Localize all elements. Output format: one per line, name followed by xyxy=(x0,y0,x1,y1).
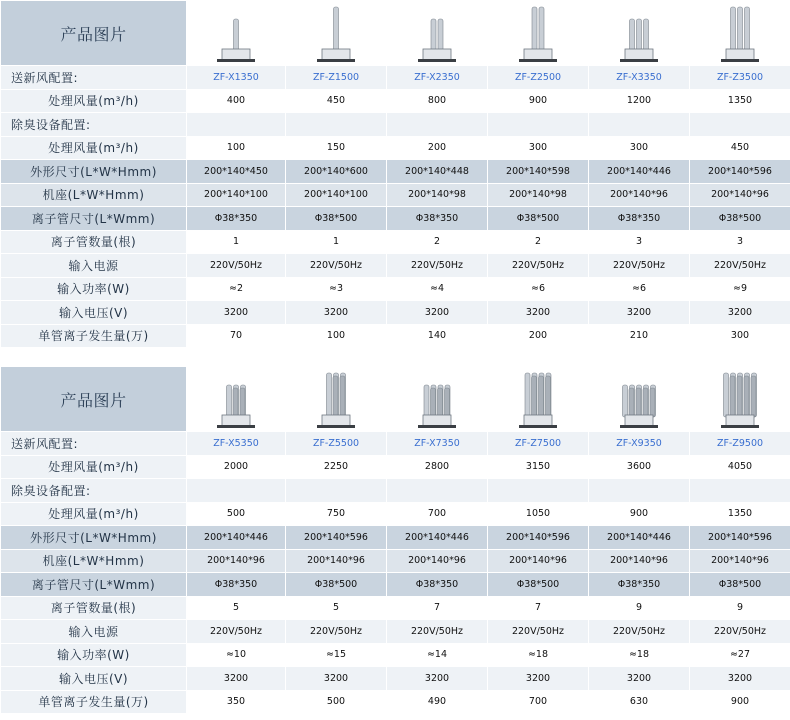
product-image-label: 产品图片 xyxy=(1,367,187,432)
value-cell: ≈4 xyxy=(387,277,488,301)
value-cell: 700 xyxy=(488,690,589,714)
value-cell: 220V/50Hz xyxy=(690,620,790,644)
model-name-cell: ZF-X2350 xyxy=(387,66,488,90)
value-cell: 200*140*96 xyxy=(488,549,589,573)
value-cell: 1050 xyxy=(488,502,589,526)
value-cell: 9 xyxy=(690,596,790,620)
row-label: 输入电压(V) xyxy=(1,301,187,325)
value-cell: 200*140*446 xyxy=(387,526,488,550)
spec-row xyxy=(1,432,790,456)
value-cell: ≈10 xyxy=(187,643,286,667)
value-cell: 200 xyxy=(488,324,589,348)
spec-row xyxy=(1,690,790,714)
value-cell: 3200 xyxy=(187,667,286,691)
model-name-cell: ZF-Z9500 xyxy=(690,432,790,456)
value-cell: 220V/50Hz xyxy=(286,620,387,644)
value-cell: Φ38*350 xyxy=(187,573,286,597)
product-image xyxy=(705,369,775,429)
value-cell xyxy=(488,479,589,503)
value-cell: 500 xyxy=(286,690,387,714)
row-label: 处理风量(m³/h) xyxy=(1,502,187,526)
spec-row xyxy=(1,160,790,184)
value-cell: 200*140*448 xyxy=(387,160,488,184)
row-label: 处理风量(m³/h) xyxy=(1,136,187,160)
value-cell: 200*140*100 xyxy=(286,183,387,207)
value-cell: 200*140*96 xyxy=(187,549,286,573)
product-image xyxy=(402,3,472,63)
value-cell: 200*140*96 xyxy=(387,549,488,573)
value-cell: 220V/50Hz xyxy=(286,254,387,278)
spec-row xyxy=(1,479,790,503)
value-cell: 200*140*446 xyxy=(589,160,690,184)
value-cell: 2800 xyxy=(387,455,488,479)
product-image xyxy=(201,3,271,63)
value-cell: 220V/50Hz xyxy=(488,620,589,644)
row-label: 输入电源 xyxy=(1,620,187,644)
value-cell xyxy=(690,479,790,503)
row-label: 送新风配置: xyxy=(1,66,187,90)
value-cell: 1350 xyxy=(690,89,790,113)
value-cell xyxy=(589,479,690,503)
value-cell: 5 xyxy=(286,596,387,620)
product-image-cell xyxy=(187,367,286,432)
value-cell: 220V/50Hz xyxy=(488,254,589,278)
value-cell: 200*140*98 xyxy=(488,183,589,207)
product-image xyxy=(402,369,472,429)
value-cell xyxy=(286,479,387,503)
value-cell: 3600 xyxy=(589,455,690,479)
row-label: 处理风量(m³/h) xyxy=(1,455,187,479)
product-image xyxy=(301,369,371,429)
product-image xyxy=(604,369,674,429)
value-cell: 1200 xyxy=(589,89,690,113)
value-cell: 2000 xyxy=(187,455,286,479)
spec-row xyxy=(1,277,790,301)
row-label: 输入功率(W) xyxy=(1,277,187,301)
product-image xyxy=(503,3,573,63)
product-image-cell xyxy=(286,367,387,432)
spec-row xyxy=(1,136,790,160)
product-image-cell xyxy=(187,1,286,66)
value-cell: Φ38*500 xyxy=(488,573,589,597)
spec-row xyxy=(1,667,790,691)
value-cell: Φ38*500 xyxy=(286,573,387,597)
value-cell: 490 xyxy=(387,690,488,714)
row-label: 离子管尺寸(L*Wmm) xyxy=(1,207,187,231)
row-label: 外形尺寸(L*W*Hmm) xyxy=(1,160,187,184)
value-cell: 220V/50Hz xyxy=(589,254,690,278)
product-image-row xyxy=(1,367,790,432)
value-cell: 300 xyxy=(690,324,790,348)
value-cell: 3 xyxy=(690,230,790,254)
value-cell: 3200 xyxy=(387,301,488,325)
value-cell: 350 xyxy=(187,690,286,714)
value-cell: ≈2 xyxy=(187,277,286,301)
value-cell: Φ38*500 xyxy=(286,207,387,231)
value-cell: 1 xyxy=(187,230,286,254)
value-cell: 700 xyxy=(387,502,488,526)
value-cell: 3200 xyxy=(286,301,387,325)
value-cell: 3200 xyxy=(387,667,488,691)
row-label: 除臭设备配置: xyxy=(1,479,187,503)
row-label: 输入电压(V) xyxy=(1,667,187,691)
value-cell: 450 xyxy=(286,89,387,113)
value-cell: 2250 xyxy=(286,455,387,479)
value-cell: Φ38*350 xyxy=(589,573,690,597)
row-label: 单管离子发生量(万) xyxy=(1,690,187,714)
value-cell: Φ38*350 xyxy=(187,207,286,231)
value-cell: ≈3 xyxy=(286,277,387,301)
product-image-cell xyxy=(488,1,589,66)
spec-row xyxy=(1,89,790,113)
value-cell: 2 xyxy=(387,230,488,254)
product-image-cell xyxy=(387,367,488,432)
value-cell: 200*140*600 xyxy=(286,160,387,184)
product-image xyxy=(301,3,371,63)
value-cell xyxy=(387,479,488,503)
product-image-cell xyxy=(690,1,790,66)
value-cell: 210 xyxy=(589,324,690,348)
spec-row xyxy=(1,643,790,667)
row-label: 机座(L*W*Hmm) xyxy=(1,549,187,573)
spec-table-bottom xyxy=(0,366,790,714)
model-name-cell: ZF-X1350 xyxy=(187,66,286,90)
value-cell: 200*140*96 xyxy=(286,549,387,573)
value-cell: 900 xyxy=(589,502,690,526)
value-cell: Φ38*500 xyxy=(690,207,790,231)
value-cell: 140 xyxy=(387,324,488,348)
value-cell: ≈18 xyxy=(488,643,589,667)
spec-row xyxy=(1,207,790,231)
value-cell: 220V/50Hz xyxy=(589,620,690,644)
model-name-cell: ZF-Z2500 xyxy=(488,66,589,90)
model-name-cell: ZF-Z3500 xyxy=(690,66,790,90)
product-image-cell xyxy=(690,367,790,432)
product-image-label: 产品图片 xyxy=(1,1,187,66)
value-cell: 400 xyxy=(187,89,286,113)
product-image-cell xyxy=(589,367,690,432)
value-cell: Φ38*350 xyxy=(589,207,690,231)
value-cell xyxy=(187,479,286,503)
value-cell: 220V/50Hz xyxy=(187,620,286,644)
spec-row xyxy=(1,455,790,479)
value-cell: 900 xyxy=(690,690,790,714)
value-cell xyxy=(187,113,286,137)
value-cell xyxy=(387,113,488,137)
value-cell: 300 xyxy=(488,136,589,160)
spec-row xyxy=(1,549,790,573)
row-label: 送新风配置: xyxy=(1,432,187,456)
value-cell: 100 xyxy=(286,324,387,348)
row-label: 外形尺寸(L*W*Hmm) xyxy=(1,526,187,550)
value-cell: 3150 xyxy=(488,455,589,479)
product-image xyxy=(503,369,573,429)
value-cell: 1350 xyxy=(690,502,790,526)
value-cell: 200*140*98 xyxy=(387,183,488,207)
model-name-cell: ZF-X7350 xyxy=(387,432,488,456)
value-cell: 900 xyxy=(488,89,589,113)
value-cell: 630 xyxy=(589,690,690,714)
product-image xyxy=(201,369,271,429)
value-cell: Φ38*350 xyxy=(387,573,488,597)
row-label: 离子管尺寸(L*Wmm) xyxy=(1,573,187,597)
value-cell: Φ38*500 xyxy=(690,573,790,597)
value-cell: 500 xyxy=(187,502,286,526)
value-cell: 200*140*596 xyxy=(488,526,589,550)
spec-row xyxy=(1,324,790,348)
row-label: 离子管数量(根) xyxy=(1,230,187,254)
spec-row xyxy=(1,183,790,207)
value-cell: 200*140*96 xyxy=(589,183,690,207)
spec-row xyxy=(1,230,790,254)
value-cell: 7 xyxy=(387,596,488,620)
value-cell: ≈18 xyxy=(589,643,690,667)
value-cell: ≈6 xyxy=(589,277,690,301)
value-cell: 4050 xyxy=(690,455,790,479)
value-cell: 200*140*96 xyxy=(589,549,690,573)
spec-table-top xyxy=(0,0,790,348)
value-cell: 150 xyxy=(286,136,387,160)
value-cell: 3200 xyxy=(488,667,589,691)
value-cell: 220V/50Hz xyxy=(387,620,488,644)
value-cell: 3200 xyxy=(690,301,790,325)
value-cell: 300 xyxy=(589,136,690,160)
value-cell: 3200 xyxy=(589,301,690,325)
value-cell xyxy=(690,113,790,137)
value-cell: 5 xyxy=(187,596,286,620)
value-cell: 200*140*596 xyxy=(690,160,790,184)
value-cell: ≈15 xyxy=(286,643,387,667)
value-cell: 200*140*446 xyxy=(589,526,690,550)
product-image-cell xyxy=(286,1,387,66)
model-name-cell: ZF-Z5500 xyxy=(286,432,387,456)
value-cell: 200*140*446 xyxy=(187,526,286,550)
product-image-row xyxy=(1,1,790,66)
spec-row xyxy=(1,620,790,644)
model-name-cell: ZF-X9350 xyxy=(589,432,690,456)
value-cell: 220V/50Hz xyxy=(187,254,286,278)
value-cell: 3200 xyxy=(690,667,790,691)
model-name-cell: ZF-Z7500 xyxy=(488,432,589,456)
value-cell: 200 xyxy=(387,136,488,160)
product-image-cell xyxy=(488,367,589,432)
spec-row xyxy=(1,113,790,137)
value-cell: 9 xyxy=(589,596,690,620)
value-cell: 3200 xyxy=(187,301,286,325)
value-cell xyxy=(488,113,589,137)
model-name-cell: ZF-Z1500 xyxy=(286,66,387,90)
value-cell: 7 xyxy=(488,596,589,620)
spec-row xyxy=(1,254,790,278)
product-image xyxy=(604,3,674,63)
value-cell: 220V/50Hz xyxy=(387,254,488,278)
product-image xyxy=(705,3,775,63)
value-cell: 200*140*596 xyxy=(286,526,387,550)
value-cell: 200*140*450 xyxy=(187,160,286,184)
value-cell: 70 xyxy=(187,324,286,348)
value-cell: 800 xyxy=(387,89,488,113)
product-image-cell xyxy=(589,1,690,66)
value-cell: 200*140*598 xyxy=(488,160,589,184)
row-label: 处理风量(m³/h) xyxy=(1,89,187,113)
value-cell: ≈27 xyxy=(690,643,790,667)
value-cell: ≈6 xyxy=(488,277,589,301)
spec-row xyxy=(1,526,790,550)
value-cell: 2 xyxy=(488,230,589,254)
value-cell: 1 xyxy=(286,230,387,254)
value-cell: 200*140*596 xyxy=(690,526,790,550)
row-label: 离子管数量(根) xyxy=(1,596,187,620)
value-cell xyxy=(589,113,690,137)
value-cell: 3200 xyxy=(589,667,690,691)
value-cell: 3 xyxy=(589,230,690,254)
spec-row xyxy=(1,66,790,90)
value-cell: ≈9 xyxy=(690,277,790,301)
value-cell: 220V/50Hz xyxy=(690,254,790,278)
value-cell: 200*140*96 xyxy=(690,549,790,573)
value-cell: 200*140*100 xyxy=(187,183,286,207)
spec-row xyxy=(1,596,790,620)
value-cell xyxy=(286,113,387,137)
row-label: 机座(L*W*Hmm) xyxy=(1,183,187,207)
value-cell: 450 xyxy=(690,136,790,160)
spec-row xyxy=(1,502,790,526)
product-image-cell xyxy=(387,1,488,66)
spec-row xyxy=(1,573,790,597)
spec-row xyxy=(1,301,790,325)
value-cell: 750 xyxy=(286,502,387,526)
value-cell: Φ38*350 xyxy=(387,207,488,231)
value-cell: Φ38*500 xyxy=(488,207,589,231)
value-cell: 100 xyxy=(187,136,286,160)
model-name-cell: ZF-X3350 xyxy=(589,66,690,90)
value-cell: 3200 xyxy=(488,301,589,325)
value-cell: 3200 xyxy=(286,667,387,691)
value-cell: 200*140*96 xyxy=(690,183,790,207)
row-label: 除臭设备配置: xyxy=(1,113,187,137)
row-label: 输入电源 xyxy=(1,254,187,278)
row-label: 输入功率(W) xyxy=(1,643,187,667)
value-cell: ≈14 xyxy=(387,643,488,667)
model-name-cell: ZF-X5350 xyxy=(187,432,286,456)
row-label: 单管离子发生量(万) xyxy=(1,324,187,348)
